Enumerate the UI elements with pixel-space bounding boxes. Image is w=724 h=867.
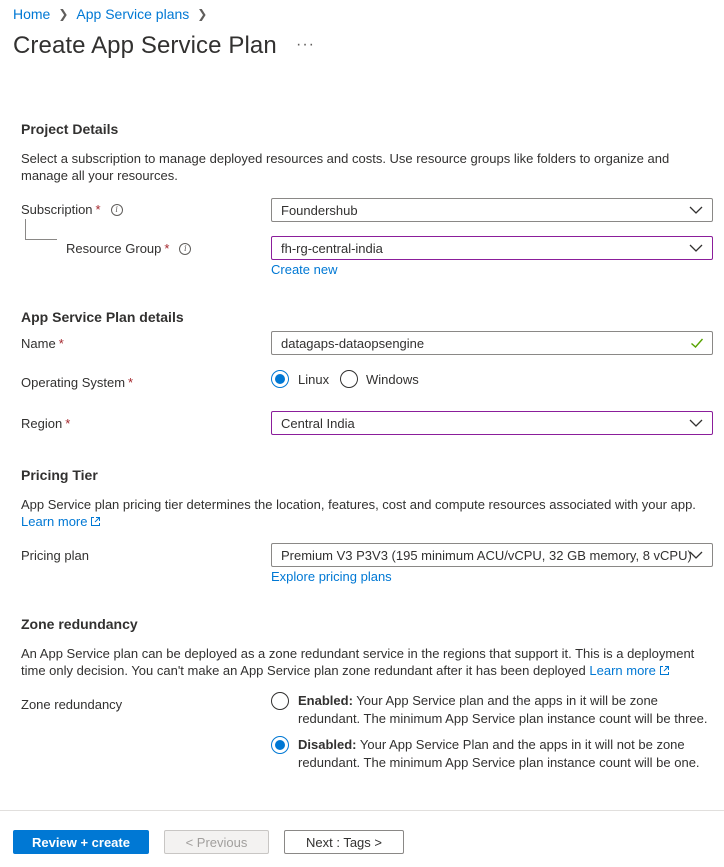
review-create-button[interactable]: Review + create <box>13 830 149 854</box>
tree-connector-vertical <box>25 219 26 239</box>
region-label <box>21 416 70 431</box>
zone-learn-more-link[interactable]: Learn more <box>589 663 669 678</box>
chevron-right-icon: ❯ <box>197 7 208 21</box>
info-icon[interactable]: i <box>179 243 191 255</box>
plan-details-heading: App Service Plan details <box>21 309 184 325</box>
pricing-plan-label <box>21 548 89 563</box>
operating-system-label <box>21 375 133 390</box>
zone-redundancy-heading: Zone redundancy <box>21 616 138 632</box>
chevron-down-icon <box>689 241 703 255</box>
operating-system-label-text: Operating System <box>21 375 126 390</box>
zone-enabled-bold: Enabled: <box>298 693 353 708</box>
required-marker: * <box>128 375 134 390</box>
resource-group-value: fh-rg-central-india <box>281 240 383 256</box>
resource-group-label <box>66 241 191 256</box>
zone-redundancy-label: Zone redundancy <box>21 697 123 712</box>
tree-connector-horizontal <box>25 239 57 240</box>
zone-disabled-radio[interactable] <box>271 736 289 754</box>
external-link-icon <box>659 665 670 676</box>
chevron-down-icon <box>689 548 703 562</box>
radio-unselected-icon[interactable] <box>340 370 358 388</box>
zone-enabled-description: Your App Service plan and the apps in it will be zone redundant. The minimum App Service plan instance count will be three. <box>298 693 708 726</box>
subscription-label-text: Subscription <box>21 202 93 217</box>
pricing-learn-more-link[interactable]: Learn more <box>21 514 101 529</box>
explore-pricing-plans-link[interactable]: Explore pricing plans <box>271 569 392 584</box>
chevron-right-icon: ❯ <box>58 7 69 21</box>
pricing-plan-dropdown[interactable] <box>271 543 713 567</box>
required-marker: * <box>95 202 101 217</box>
subscription-dropdown[interactable] <box>271 198 713 222</box>
zone-disabled-bold: Disabled: <box>298 737 357 752</box>
subscription-value: Foundershub <box>281 202 358 218</box>
external-link-icon <box>90 516 101 527</box>
os-radio-windows[interactable] <box>340 370 419 388</box>
pricing-plan-label-text: Pricing plan <box>21 548 89 563</box>
zone-disabled-description: Your App Service Plan and the apps in it will not be zone redundant. The minimum App Service plan instance count will be one. <box>298 737 700 770</box>
breadcrumb-app-service-plans-link[interactable]: App Service plans <box>76 6 190 22</box>
zone-description-text: An App Service plan can be deployed as a zone redundant service in the regions that support it. This is a deployment time only decision. You can't make an App Service plan zone redundant after it has been deployed <box>21 646 695 678</box>
pricing-plan-value: Premium V3 P3V3 (195 minimum ACU/vCPU, 32 GB memory, 8 vCPU) <box>281 547 692 563</box>
resource-group-dropdown[interactable] <box>271 236 713 260</box>
subscription-label <box>21 202 123 217</box>
create-new-resource-group-link[interactable]: Create new <box>271 262 338 277</box>
os-linux-label: Linux <box>298 371 330 387</box>
region-value: Central India <box>281 415 355 431</box>
checkmark-icon <box>690 336 704 350</box>
required-marker: * <box>65 416 71 431</box>
os-radio-linux[interactable] <box>271 370 329 388</box>
region-dropdown[interactable] <box>271 411 713 435</box>
more-options-icon[interactable]: ··· <box>296 36 315 53</box>
chevron-down-icon <box>689 416 703 430</box>
previous-button[interactable]: < Previous <box>164 830 269 854</box>
os-windows-label: Windows <box>366 371 419 387</box>
breadcrumb <box>13 5 215 23</box>
breadcrumb-home-link[interactable]: Home <box>13 6 51 22</box>
region-label-text: Region <box>21 416 63 431</box>
page-title: Create App Service Plan <box>13 32 277 59</box>
project-details-heading: Project Details <box>21 121 119 137</box>
pricing-description-text: App Service plan pricing tier determines the location, features, cost and compute resources associated with your app. <box>21 497 696 512</box>
pricing-tier-description <box>21 496 716 530</box>
chevron-down-icon <box>689 203 703 217</box>
required-marker: * <box>58 336 64 351</box>
project-details-description: Select a subscription to manage deployed resources and costs. Use resource groups like folders to organize and manage all your resources. <box>21 151 670 183</box>
name-value: datagaps-dataopsengine <box>281 335 425 351</box>
next-tags-button[interactable]: Next : Tags > <box>284 830 404 854</box>
name-label <box>21 336 64 351</box>
pricing-tier-heading: Pricing Tier <box>21 467 98 483</box>
zone-enabled-radio[interactable] <box>271 692 289 710</box>
footer-divider <box>0 810 724 811</box>
info-icon[interactable]: i <box>111 204 123 216</box>
radio-selected-icon[interactable] <box>271 370 289 388</box>
required-marker: * <box>164 241 170 256</box>
name-input[interactable] <box>271 331 713 355</box>
resource-group-label-text: Resource Group <box>66 241 162 256</box>
zone-enabled-text <box>298 692 718 728</box>
zone-disabled-text <box>298 736 718 772</box>
name-label-text: Name <box>21 336 56 351</box>
zone-redundancy-description <box>21 645 716 679</box>
